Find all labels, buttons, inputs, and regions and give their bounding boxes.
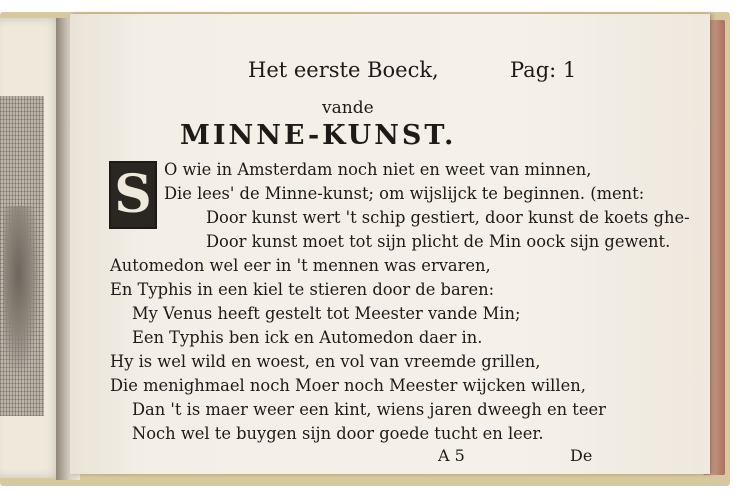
text-line: En Typhis in een kiel te stieren door de baren: (110, 280, 495, 299)
text-line: Een Typhis ben ick en Automedon daer in. (132, 328, 483, 347)
text-line: Die menighmael noch Moer noch Meester wijcken willen, (110, 376, 586, 395)
text-line: Door kunst wert 't schip gestiert, door kunst de koets ghe- (206, 208, 690, 227)
text-line: Door kunst moet tot sijn plicht de Min oock sijn gewent. (206, 232, 671, 251)
text-line: Hy is wel wild en woest, en vol van vreemde grillen, (110, 352, 541, 371)
subtitle: vande (322, 98, 374, 118)
right-page (70, 14, 710, 474)
text-line: Noch wel te buygen sijn door goede tucht en leer. (132, 424, 544, 443)
page-title: MINNE-KUNST. (180, 120, 457, 151)
text-line: Die lees' de Minne-kunst; om wijslijck te beginnen. (ment: (164, 184, 645, 203)
engraving-illustration (0, 96, 44, 416)
signature-mark: A 5 (438, 446, 465, 465)
page-number: Pag: 1 (510, 58, 577, 82)
text-line: Dan 't is maer weer een kint, wiens jaren dweegh en teer (132, 400, 606, 419)
catchword: De (570, 446, 593, 465)
drop-cap-letter: S (114, 164, 152, 225)
text-line: My Venus heeft gestelt tot Meester vande Min; (132, 304, 521, 323)
drop-cap (109, 161, 157, 229)
running-header: Het eerste Boeck, (248, 58, 439, 82)
text-line: O wie in Amsterdam noch niet en weet van minnen, (164, 160, 592, 179)
left-page (0, 18, 62, 478)
text-line: Automedon wel eer in 't mennen was ervaren, (110, 256, 491, 275)
